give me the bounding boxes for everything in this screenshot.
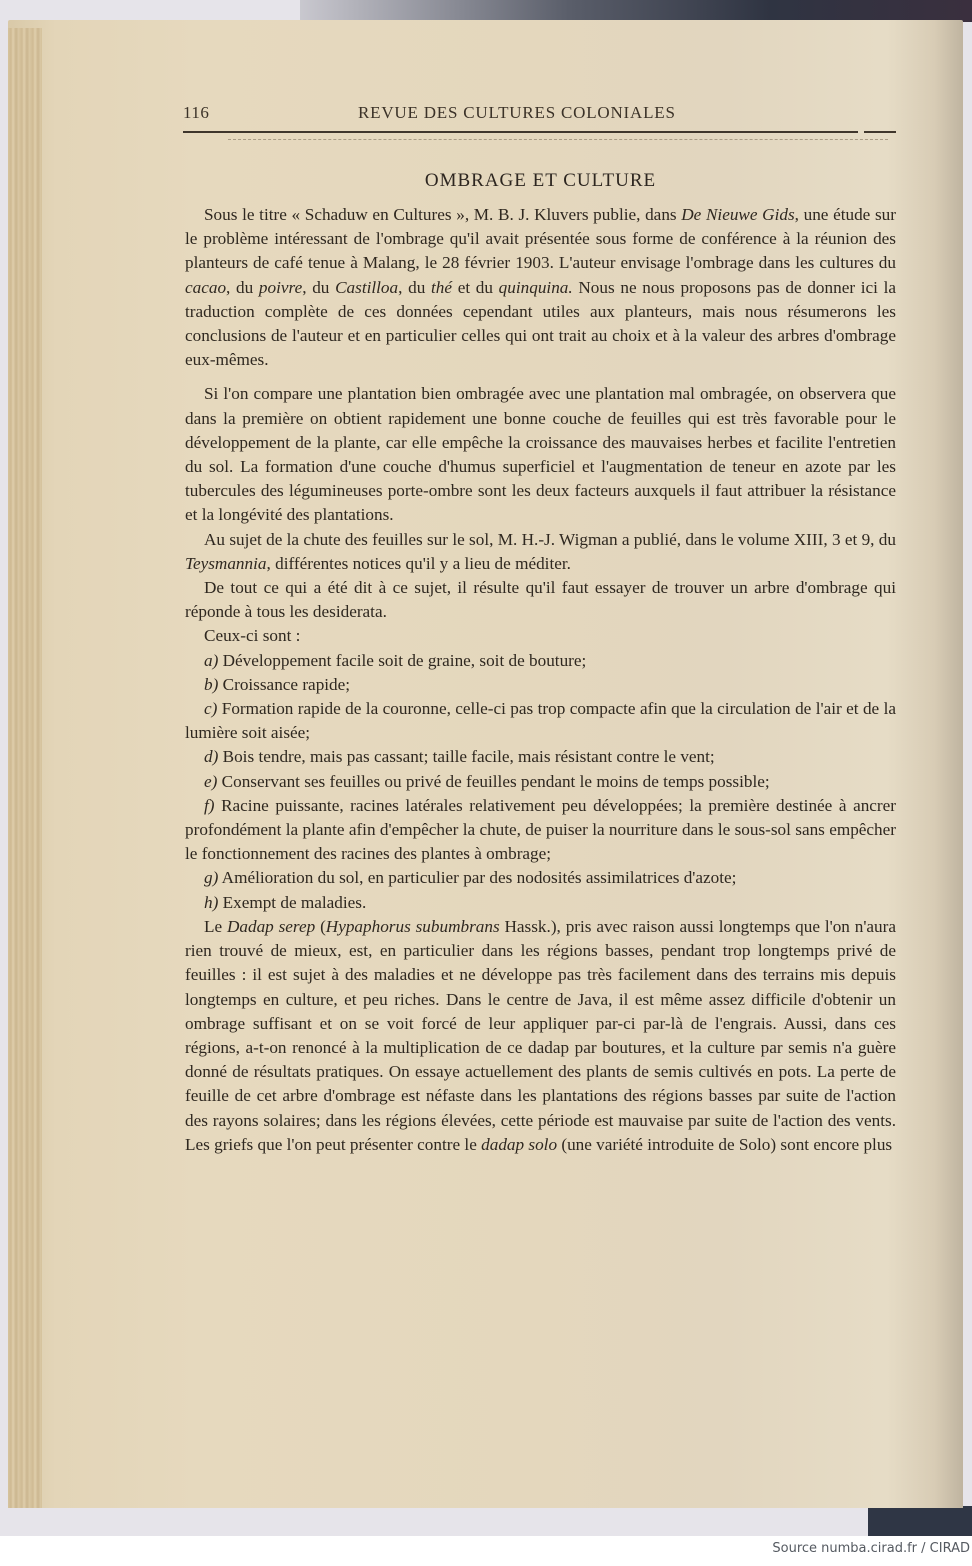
paragraph-dadap bbox=[185, 915, 896, 1157]
paragraph-criteria-intro: Ceux-ci sont : bbox=[204, 626, 301, 646]
criteria-letter: c) bbox=[204, 699, 218, 719]
criteria-item bbox=[185, 866, 896, 890]
criteria-text: Exempt de maladies. bbox=[218, 892, 367, 912]
criteria-text: Bois tendre, mais pas cassant; taille facile, mais résistant contre le vent; bbox=[218, 747, 715, 767]
criteria-letter: d) bbox=[204, 747, 219, 767]
criteria-text: Racine puissante, racines latérales relativement peu développées; la première destinée à ancrer profondément la plante afin d'empêcher la chute, de puiser la nourriture dans le sous-sol sans empêcher le fonctionnement des racines des plantes à ombrage; bbox=[185, 795, 896, 864]
text-run: Nous ne nous proposons pas de donner ici la traduction complète de ces données cependant utiles aux planteurs, mais nous résumerons les conclusions de l'auteur et en particulier celles qui ont trait au choix et à la valeur des arbres d'ombrage eux-mêmes. bbox=[185, 277, 897, 370]
scan-top-shadow bbox=[300, 0, 972, 22]
criteria-item bbox=[185, 770, 896, 794]
criteria-letter: h) bbox=[204, 892, 219, 912]
text-run: , du bbox=[226, 277, 259, 297]
journal-title: REVUE DES CULTURES COLONIALES bbox=[358, 103, 676, 122]
text-run: , du bbox=[302, 277, 336, 297]
text-run: , différentes notices qu'il y a lieu de méditer. bbox=[266, 553, 571, 573]
scan-bottom-corner bbox=[868, 1506, 972, 1536]
text-run: Hassk.), pris avec raison aussi longtemps que l'on n'aura rien trouvé de mieux, est, en particulier dans les régions basses, pendant trop longtemps privé de feuilles : il est sujet à des maladies et ne développe pas très facilement dans des terrains mis depuis longtemps en culture, et peu riches. Dans le centre de Java, il est même assez difficile d'obtenir un ombrage suffisant et on se voit forcé de leur appliquer par-ci par-là de l'engrais. Aussi, dans ces régions, a-t-on renoncé à la multiplication de ce dadap par boutures, et la culture par semis n'a guère donné de résultats pratiques. On essaye actuellement des plants de semis cultivés en pots. La perte de feuille de cet arbre d'ombrage est néfaste dans les plantations des régions basses par suite de l'action des rayons solaires; dans les régions élevées, cette période est mauvaise par suite de l'action des vents. Les griefs que l'on peut présenter contre le bbox=[185, 916, 896, 1154]
text-run: Au sujet de la chute des feuilles sur le sol, M. H.-J. Wigman a publié, dans le volume XIII, 3 et 9, du bbox=[204, 529, 896, 549]
paragraph-comparison: Si l'on compare une plantation bien ombragée avec une plantation mal ombragée, on observera que dans la première on obtient rapidement une bonne couche de feuilles qui est très favorable pour le développement de la plante, car elle empêche la croissance des mauvaises herbes et facilite l'entretien du sol. La formation d'une couche d'humus superficiel et l'augmentation de teneur en azote par les tubercules des légumineuses porte-ombre sont les deux facteurs auxquels il faut attribuer la résistance et la longévité des plantations. bbox=[185, 384, 896, 525]
italic-run: thé bbox=[431, 277, 452, 297]
criteria-text: Croissance rapide; bbox=[218, 674, 351, 694]
text-run: , du bbox=[398, 277, 431, 297]
article-body bbox=[185, 203, 896, 1157]
paragraph-intro bbox=[185, 203, 896, 372]
text-run: Le bbox=[204, 916, 227, 936]
italic-run: De Nieuwe Gids bbox=[681, 205, 795, 224]
page-number: 116 bbox=[183, 103, 210, 122]
criteria-letter: g) bbox=[204, 868, 219, 888]
italic-run: quinquina. bbox=[498, 277, 573, 297]
italic-run: Castilloa bbox=[335, 277, 399, 297]
criteria-letter: b) bbox=[204, 674, 219, 694]
text-run: ( bbox=[315, 916, 326, 936]
criteria-letter: a) bbox=[204, 650, 219, 670]
paragraph-wigman bbox=[185, 528, 896, 576]
paragraph-gap bbox=[185, 372, 896, 382]
running-header bbox=[183, 103, 863, 125]
italic-run: dadap solo bbox=[481, 1134, 558, 1154]
paragraph-conclusion: De tout ce qui a été dit à ce sujet, il résulte qu'il faut essayer de trouver un arbre d'ombrage qui réponde à tous les desiderata. bbox=[185, 578, 896, 622]
header-dashed-rule bbox=[228, 139, 888, 140]
italic-run: Teysmannia bbox=[185, 553, 267, 573]
criteria-text: Conservant ses feuilles ou privé de feuilles pendant le moins de temps possible; bbox=[217, 771, 770, 791]
text-run: (une variété introduite de Solo) sont encore plus bbox=[557, 1134, 893, 1154]
article-title: OMBRAGE ET CULTURE bbox=[424, 170, 657, 191]
italic-run: Dadap serep bbox=[226, 916, 316, 936]
italic-run: cacao bbox=[185, 277, 227, 297]
text-run: Sous le titre « Schaduw en Cultures », M. B. J. Kluvers publie, dans bbox=[204, 205, 682, 224]
criteria-list bbox=[185, 649, 896, 915]
criteria-item bbox=[185, 891, 896, 915]
criteria-letter: f) bbox=[204, 795, 215, 815]
criteria-letter: e) bbox=[204, 771, 218, 791]
criteria-item bbox=[185, 745, 896, 769]
page-stack-edges bbox=[8, 28, 42, 1508]
header-rule bbox=[183, 131, 858, 133]
italic-run: poivre bbox=[258, 277, 303, 297]
italic-run: Hypaphorus subumbrans bbox=[325, 916, 500, 936]
criteria-item bbox=[185, 697, 896, 745]
criteria-item bbox=[185, 673, 896, 697]
source-credit: Source numba.cirad.fr / CIRAD bbox=[772, 1541, 970, 1556]
header-rule-end bbox=[864, 131, 896, 133]
text-run: , une étude sur le problème intéressant de l'ombrage qu'il avait présentée sous forme de conférence à la réunion des planteurs de café tenue à Malang, le 28 février 1903. L'auteur envisage l'ombrage dans les cultures du bbox=[185, 205, 896, 273]
criteria-item bbox=[185, 794, 896, 867]
criteria-item bbox=[185, 649, 896, 673]
text-run: et du bbox=[452, 277, 499, 297]
criteria-text: Développement facile soit de graine, soit de bouture; bbox=[218, 650, 587, 670]
criteria-text: Formation rapide de la couronne, celle-ci pas trop compacte afin que la circulation de l'air et de la lumière soit aisée; bbox=[185, 699, 896, 743]
criteria-text: Amélioration du sol, en particulier par des nodosités assimilatrices d'azote; bbox=[218, 868, 737, 888]
